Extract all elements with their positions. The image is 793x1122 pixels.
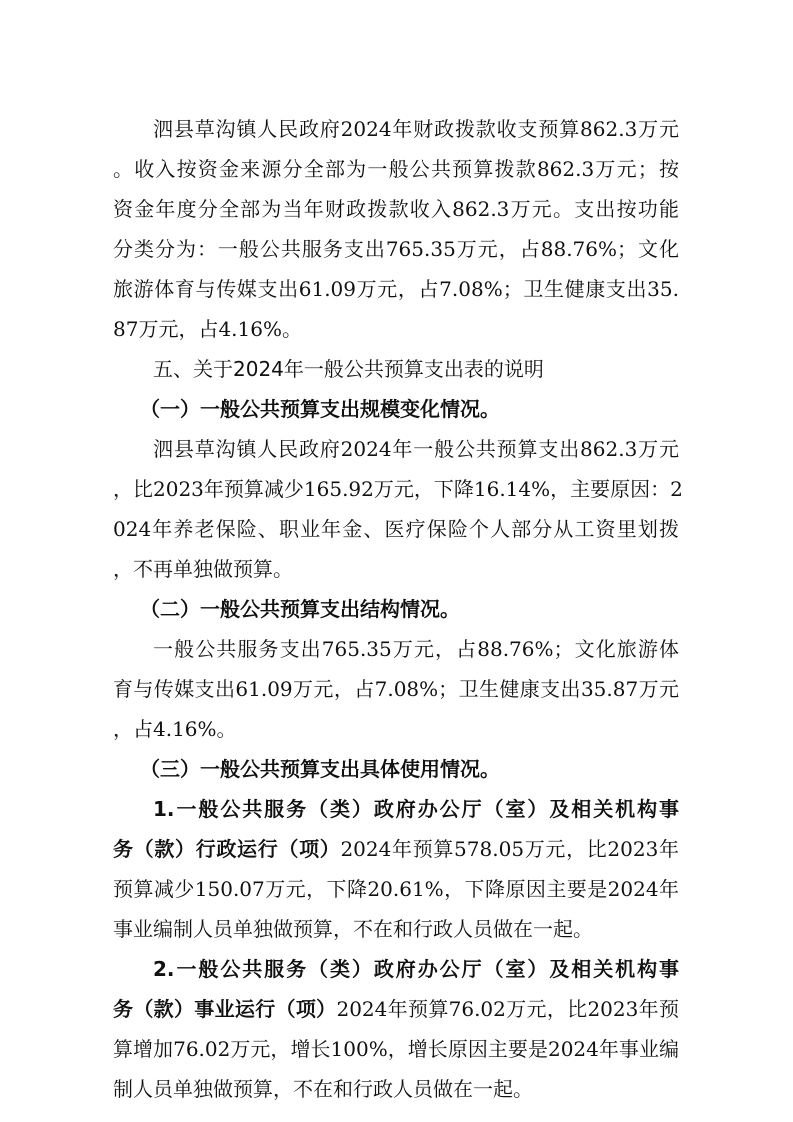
- item-text: 2024年预算76.02万元，比2023年预: [336, 997, 679, 1021]
- subsection-heading: （二）一般公共预算支出结构情况。: [140, 597, 460, 621]
- section-heading: 五、关于2024年一般公共预算支出表的说明: [153, 357, 544, 381]
- paragraph-line: ，不再单独做预算。: [113, 557, 293, 581]
- paragraph-line: 87万元，占4.16%。: [113, 317, 302, 341]
- subsection-heading: （三）一般公共预算支出具体使用情况。: [140, 757, 500, 781]
- item-text: 2024年预算578.05万元，比2023年: [340, 837, 680, 861]
- paragraph-line: [113, 829, 679, 869]
- paragraph-line: [113, 989, 679, 1029]
- item-heading: 1.一般公共服务（类）政府办公厅（室）及相关机构事: [153, 797, 679, 821]
- paragraph-line: 资金年度分全部为当年财政拨款收入862.3万元。支出按功能: [113, 197, 679, 221]
- paragraph-line: 算增加76.02万元，增长100%，增长原因主要是2024年事业编: [113, 1037, 679, 1061]
- paragraph-line: 事业编制人员单独做预算，不在和行政人员做在一起。: [113, 917, 593, 941]
- paragraph-line: 024年养老保险、职业年金、医疗保险个人部分从工资里划拨: [113, 517, 679, 541]
- paragraph-line: ，比2023年预算减少165.92万元，下降16.14%，主要原因：2: [113, 477, 683, 501]
- item-heading-continued: 务（款）行政运行（项）: [113, 837, 341, 861]
- paragraph-line: 制人员单独做预算，不在和行政人员做在一起。: [113, 1077, 533, 1101]
- paragraph-line: 泗县草沟镇人民政府2024年一般公共预算支出862.3万元: [153, 437, 679, 461]
- paragraph-line: 一般公共服务支出765.35万元，占88.76%；文化旅游体: [153, 637, 679, 661]
- item-heading-continued: 务（款）事业运行（项）: [113, 997, 337, 1021]
- paragraph-line: ，占4.16%。: [113, 717, 237, 741]
- paragraph-line: 。收入按资金来源分全部为一般公共预算拨款862.3万元；按: [113, 157, 679, 181]
- subsection-heading: （一）一般公共预算支出规模变化情况。: [140, 397, 500, 421]
- paragraph-line: 分类分为：一般公共服务支出765.35万元，占88.76%；文化: [113, 237, 679, 261]
- item-heading: 2.一般公共服务（类）政府办公厅（室）及相关机构事: [153, 957, 679, 981]
- paragraph-line: 育与传媒支出61.09万元，占7.08%；卫生健康支出35.87万元: [113, 677, 679, 701]
- paragraph-line: 泗县草沟镇人民政府2024年财政拨款收支预算862.3万元: [153, 117, 679, 141]
- paragraph-line: 预算减少150.07万元，下降20.61%，下降原因主要是2024年: [113, 877, 679, 901]
- paragraph-line: 旅游体育与传媒支出61.09万元，占7.08%；卫生健康支出35.: [113, 277, 679, 301]
